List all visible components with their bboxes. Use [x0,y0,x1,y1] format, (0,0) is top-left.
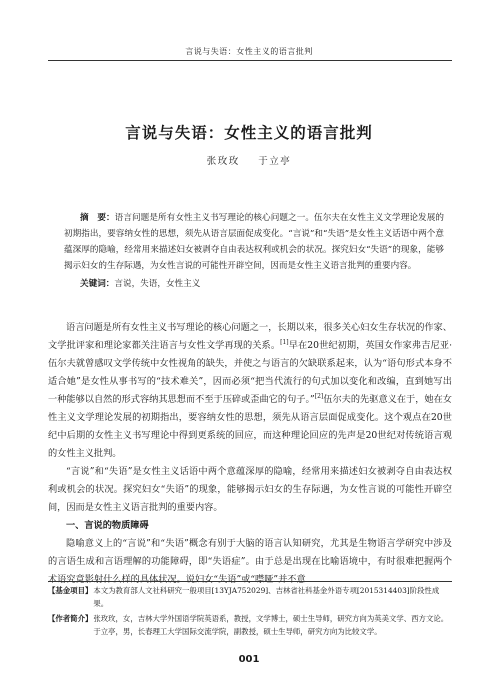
section-heading: 一、言说的物质障碍 [66,520,149,531]
keywords-label: 关键词： [80,279,115,289]
paragraph-text: 伍尔夫的先驱意义在于，她在女性主义文学理论发展的初期指出，要容纳女性的思想，须先从语言层面促成变化。这个观点在20世纪中后期的女性主义书写理论中得到更系统的回应，而这种理论回应的先声是20世纪对传统语言观的女性主义批判。 [48,394,452,459]
author-bio-text: 张玫玫，女，吉林大学外国语学院英语系，教授，文学博士，硕士生导师，研究方向为英美文学、西方文论。于立亭，男，长春理工大学国际交流学院，副教授，硕士生导师，研究方向为比较文学。 [93,614,449,636]
abstract-text: 语言问题是所有女性主义书写理论的核心问题之一。伍尔夫在女性主义文学理论发展的初期指出，要容纳女性的思想，须先从语言层面促成变化。“言说”和“失语”是女性主义话语中两个意蕴深厚的隐喻，经常用来描述妇女被剥夺自由表达权利或机会的状况。探究妇女“失语”的现象，能够揭示妇女的生存际遇，为女性言说的可能性开辟空间，因而是女性主义语言批判的重要内容。 [64,213,444,271]
body-paragraph [48,319,452,463]
abstract-label: 摘 要： [80,213,115,223]
paragraph-text: 早在20世纪初期，英国女作家弗吉尼亚·伍尔夫就曾感叹文学传统中女性视角的缺失，并使之与语言的欠缺联系起来，认为“语句形式本身不适合她”是女性从事书写的“技术难关”，因而必须“把当代流行的句式加以变化和改编，直到她写出一种能够以自然的形式容纳其思想而不至于压碎或歪曲它的句子。” [48,340,452,405]
footnote-rule [48,581,452,582]
paragraph-text: 语言问题是所有女性主义书写理论的核心问题之一，长期以来，很多关心妇女生存状况的作家、文学批评家和理论家都关注语言与女性文学再现的关系。 [48,322,452,351]
author-bio-label: 【作者简介】 [48,614,93,623]
keywords-text: 言说，失语，女性主义 [114,279,201,289]
article-title: 言说与失语：女性主义的语言批判 [125,124,373,142]
article-body [48,319,452,589]
citation-ref: [1] [280,338,289,346]
keywords [64,276,444,292]
body-paragraph: 隐喻意义上的“言说”和“失语”概念有别于大脑的语言认知研究，尤其是生物语言学研究中涉及的言语生成和言语理解的功能障碍，即“失语症”。由于总是出现在比喻语境中，有时很难把握两个术语究竟影射什么样的具体状况。说妇女“失语”或“噤哑”并不意 [48,538,452,585]
fund-footnote [48,584,452,610]
author-line [0,153,498,167]
abstract-block [64,210,444,292]
body-paragraph: “言说”和“失语”是女性主义话语中两个意蕴深厚的隐喻，经常用来描述妇女被剥夺自由表达权利或机会的状况。探究妇女“失语”的现象，能够揭示妇女的生存际遇，为女性言说的可能性开辟空间，因而是女性主义语言批判的重要内容。 [48,466,452,513]
abstract [64,210,444,274]
fund-text: 本文为教育部人文社科研究一般项目[13YJA752029]、吉林省社科基金外语专项[2015314403]阶段性成果。 [93,586,440,608]
author-footnote [48,612,452,638]
author-name: 张玫玫 [206,156,240,167]
fund-label: 【基金项目】 [48,586,93,595]
author-name: 于立亭 [258,156,292,167]
footnotes [48,584,452,640]
page-number: 001 [238,654,260,665]
citation-ref: [2] [314,392,324,400]
header-rule [48,60,452,61]
running-head: 言说与失语：女性主义的语言批判 [185,47,313,56]
